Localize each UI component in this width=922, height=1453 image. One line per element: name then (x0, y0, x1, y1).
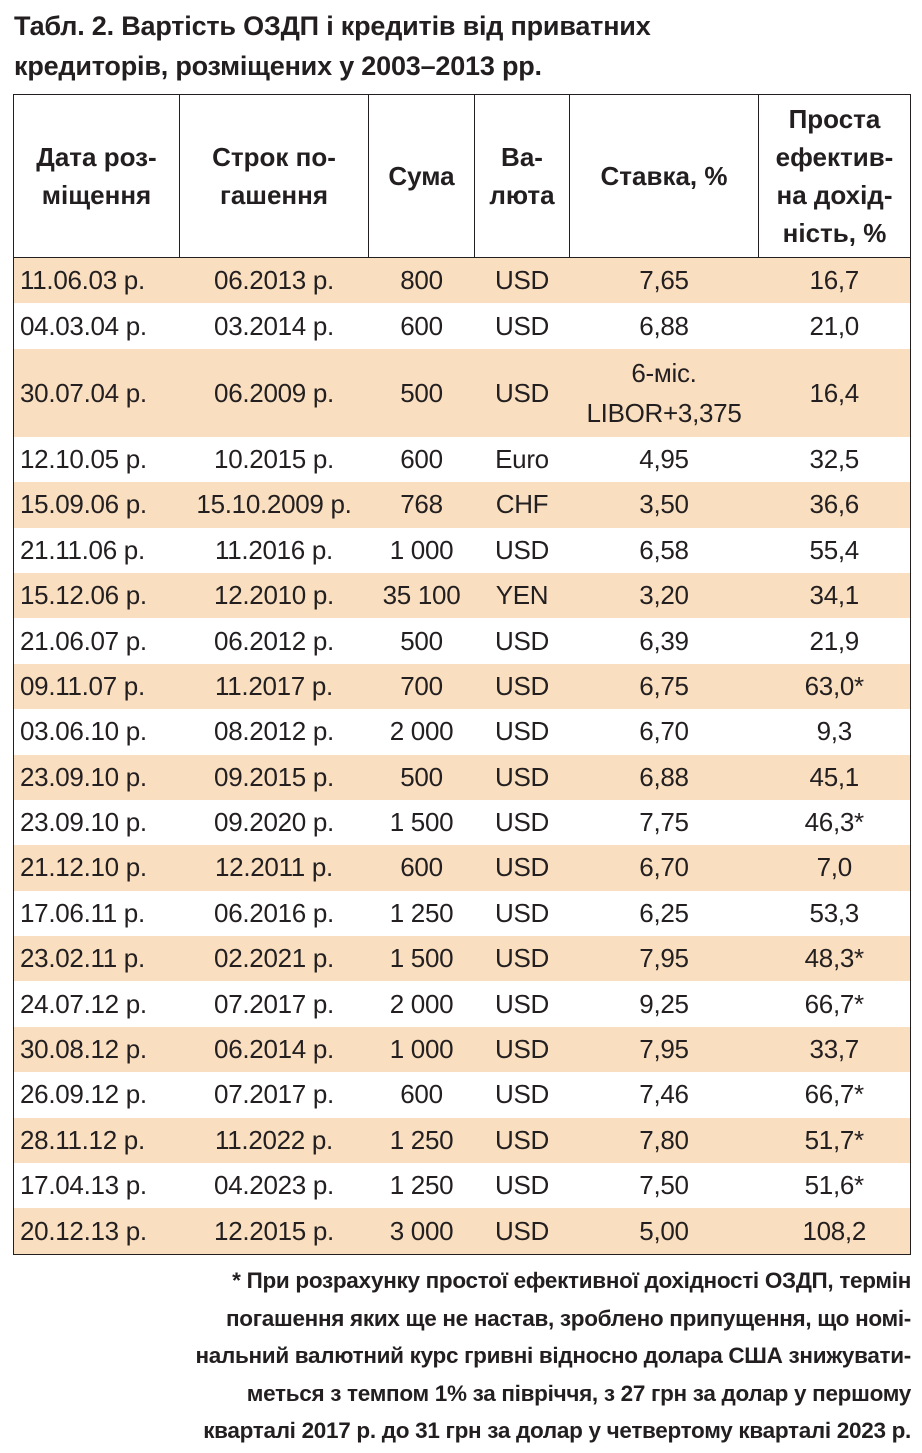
rate-cell: 6,88 (570, 303, 759, 348)
table-row (14, 528, 911, 573)
date-cell: 09.11.07 р. (14, 664, 180, 709)
maturity-cell: 06.2014 р. (180, 1027, 369, 1072)
maturity-cell: 06.2009 р. (180, 349, 369, 437)
date-cell: 23.09.10 р. (14, 755, 180, 800)
maturity-cell: 11.2017 р. (180, 664, 369, 709)
amount-cell: 800 (369, 258, 475, 304)
yield-cell: 53,3 (759, 891, 911, 936)
rate-cell: 6,70 (570, 845, 759, 890)
yield-cell: 108,2 (759, 1208, 911, 1254)
amount-cell: 600 (369, 303, 475, 348)
maturity-cell: 06.2013 р. (180, 258, 369, 304)
currency-cell: USD (475, 1208, 570, 1254)
amount-cell: 1 500 (369, 936, 475, 981)
currency-cell: USD (475, 258, 570, 304)
currency-cell: USD (475, 1163, 570, 1208)
header-text: Сума (388, 161, 455, 191)
amount-cell: 600 (369, 1072, 475, 1117)
maturity-cell: 07.2017 р. (180, 981, 369, 1026)
yield-cell: 9,3 (759, 709, 911, 754)
maturity-cell: 12.2010 р. (180, 573, 369, 618)
currency-cell: USD (475, 1027, 570, 1072)
yield-cell: 45,1 (759, 755, 911, 800)
currency-cell: USD (475, 349, 570, 437)
maturity-cell: 15.10.2009 р. (180, 482, 369, 527)
currency-cell: USD (475, 845, 570, 890)
header-text: Проста (788, 104, 881, 134)
amount-cell: 500 (369, 755, 475, 800)
table-row (14, 482, 911, 527)
table-row (14, 891, 911, 936)
maturity-cell: 06.2016 р. (180, 891, 369, 936)
maturity-cell: 08.2012 р. (180, 709, 369, 754)
date-cell: 17.06.11 р. (14, 891, 180, 936)
yield-cell: 16,7 (759, 258, 911, 304)
maturity-cell: 11.2022 р. (180, 1118, 369, 1163)
table-row (14, 1072, 911, 1117)
maturity-cell: 12.2011 р. (180, 845, 369, 890)
header-text: гашення (220, 180, 328, 210)
maturity-cell: 06.2012 р. (180, 618, 369, 663)
date-cell: 21.12.10 р. (14, 845, 180, 890)
amount-cell: 1 500 (369, 800, 475, 845)
currency-cell: YEN (475, 573, 570, 618)
date-cell: 30.08.12 р. (14, 1027, 180, 1072)
date-cell: 21.06.07 р. (14, 618, 180, 663)
amount-cell: 2 000 (369, 981, 475, 1026)
rate-cell: 6,39 (570, 618, 759, 663)
amount-cell: 1 000 (369, 528, 475, 573)
rate-text: 6-міс. (631, 357, 697, 388)
footnote-line: меться з темпом 1% за півріччя, з 27 грн за долар у першому (246, 1380, 911, 1406)
yield-cell: 32,5 (759, 437, 911, 482)
header-placement-date (14, 95, 180, 258)
rate-cell: 6,25 (570, 891, 759, 936)
date-cell: 03.06.10 р. (14, 709, 180, 754)
yield-cell: 21,0 (759, 303, 911, 348)
rate-cell: 7,80 (570, 1118, 759, 1163)
amount-cell: 1 250 (369, 891, 475, 936)
maturity-cell: 09.2015 р. (180, 755, 369, 800)
table-body (14, 258, 911, 1255)
rate-cell: 3,50 (570, 482, 759, 527)
date-cell: 04.03.04 р. (14, 303, 180, 348)
rate-cell: 7,46 (570, 1072, 759, 1117)
yield-cell: 66,7* (759, 981, 911, 1026)
date-cell: 15.09.06 р. (14, 482, 180, 527)
currency-cell: USD (475, 800, 570, 845)
header-currency (475, 95, 570, 258)
date-cell: 20.12.13 р. (14, 1208, 180, 1254)
maturity-cell: 04.2023 р. (180, 1163, 369, 1208)
date-cell: 30.07.04 р. (14, 349, 180, 437)
maturity-cell: 02.2021 р. (180, 936, 369, 981)
amount-cell: 1 250 (369, 1118, 475, 1163)
amount-cell: 700 (369, 664, 475, 709)
yield-cell: 48,3* (759, 936, 911, 981)
rate-cell: 4,95 (570, 437, 759, 482)
header-text: Строк по- (212, 142, 336, 172)
yield-cell: 51,6* (759, 1163, 911, 1208)
credit-cost-table (13, 94, 911, 1255)
table-row (14, 1118, 911, 1163)
date-cell: 17.04.13 р. (14, 1163, 180, 1208)
table-title (14, 6, 914, 86)
date-cell: 21.11.06 р. (14, 528, 180, 573)
table-row (14, 664, 911, 709)
rate-cell: 6,75 (570, 664, 759, 709)
maturity-cell: 11.2016 р. (180, 528, 369, 573)
amount-cell: 500 (369, 349, 475, 437)
date-cell: 23.09.10 р. (14, 800, 180, 845)
currency-cell: CHF (475, 482, 570, 527)
maturity-cell: 10.2015 р. (180, 437, 369, 482)
footnote (20, 1262, 911, 1450)
title-line: кредиторів, розміщених у 2003–2013 рр. (14, 51, 542, 81)
currency-cell: USD (475, 936, 570, 981)
yield-cell: 46,3* (759, 800, 911, 845)
currency-cell: USD (475, 709, 570, 754)
yield-cell: 16,4 (759, 349, 911, 437)
table-row (14, 303, 911, 348)
currency-cell: USD (475, 528, 570, 573)
table-row (14, 800, 911, 845)
header-text: на дохід- (776, 180, 893, 210)
rate-cell: 6,58 (570, 528, 759, 573)
header-text: люта (489, 180, 555, 210)
table-row (14, 1208, 911, 1254)
header-text: Ставка, % (600, 161, 728, 191)
rate-cell: 5,00 (570, 1208, 759, 1254)
table-row (14, 981, 911, 1026)
table-row (14, 437, 911, 482)
header-rate (570, 95, 759, 258)
footnote-line: кварталі 2017 р. до 31 грн за долар у четвертому кварталі 2023 р. (203, 1418, 911, 1443)
currency-cell: Euro (475, 437, 570, 482)
yield-cell: 33,7 (759, 1027, 911, 1072)
amount-cell: 500 (369, 618, 475, 663)
header-text: ність, % (782, 218, 887, 248)
currency-cell: USD (475, 664, 570, 709)
currency-cell: USD (475, 1118, 570, 1163)
table-row (14, 709, 911, 754)
yield-cell: 21,9 (759, 618, 911, 663)
maturity-cell: 09.2020 р. (180, 800, 369, 845)
rate-cell: 3,20 (570, 573, 759, 618)
table-row (14, 1027, 911, 1072)
yield-cell: 63,0* (759, 664, 911, 709)
header-text: міщення (41, 180, 152, 210)
amount-cell: 600 (369, 845, 475, 890)
header-yield (759, 95, 911, 258)
header-maturity (180, 95, 369, 258)
currency-cell: USD (475, 981, 570, 1026)
rate-text: LIBOR+3,375 (586, 397, 742, 428)
amount-cell: 768 (369, 482, 475, 527)
yield-cell: 7,0 (759, 845, 911, 890)
maturity-cell: 03.2014 р. (180, 303, 369, 348)
table-row (14, 258, 911, 304)
date-cell: 12.10.05 р. (14, 437, 180, 482)
table-header-row (14, 95, 911, 258)
amount-cell: 1 250 (369, 1163, 475, 1208)
date-cell: 26.09.12 р. (14, 1072, 180, 1117)
rate-cell: 7,95 (570, 936, 759, 981)
currency-cell: USD (475, 755, 570, 800)
date-cell: 24.07.12 р. (14, 981, 180, 1026)
footnote-line: нальний валютний курс гривні відносно долара США знижувати- (195, 1343, 911, 1368)
amount-cell: 35 100 (369, 573, 475, 618)
currency-cell: USD (475, 1072, 570, 1117)
rate-cell: 9,25 (570, 981, 759, 1026)
date-cell: 11.06.03 р. (14, 258, 180, 304)
table-row (14, 845, 911, 890)
table-row (14, 1163, 911, 1208)
yield-cell: 66,7* (759, 1072, 911, 1117)
maturity-cell: 12.2015 р. (180, 1208, 369, 1254)
table-row (14, 573, 911, 618)
yield-cell: 34,1 (759, 573, 911, 618)
table-row (14, 349, 911, 437)
maturity-cell: 07.2017 р. (180, 1072, 369, 1117)
rate-cell: 7,95 (570, 1027, 759, 1072)
rate-cell: 7,50 (570, 1163, 759, 1208)
rate-cell (570, 349, 759, 437)
header-text: ефектив- (775, 142, 894, 172)
amount-cell: 600 (369, 437, 475, 482)
table-row (14, 936, 911, 981)
yield-cell: 36,6 (759, 482, 911, 527)
date-cell: 23.02.11 р. (14, 936, 180, 981)
yield-cell: 51,7* (759, 1118, 911, 1163)
header-text: Ва- (501, 142, 543, 172)
table-row (14, 618, 911, 663)
footnote-line: погашення яких ще не настав, зроблено припущення, що номі- (225, 1305, 911, 1331)
title-line: Табл. 2. Вартість ОЗДП і кредитів від приватних (14, 11, 651, 41)
amount-cell: 2 000 (369, 709, 475, 754)
date-cell: 28.11.12 р. (14, 1118, 180, 1163)
amount-cell: 1 000 (369, 1027, 475, 1072)
rate-cell: 7,75 (570, 800, 759, 845)
currency-cell: USD (475, 891, 570, 936)
rate-cell: 6,70 (570, 709, 759, 754)
rate-cell: 6,88 (570, 755, 759, 800)
footnote-line: * При розрахунку простої ефективної дохідності ОЗДП, термін (232, 1268, 911, 1293)
yield-cell: 55,4 (759, 528, 911, 573)
date-cell: 15.12.06 р. (14, 573, 180, 618)
amount-cell: 3 000 (369, 1208, 475, 1254)
currency-cell: USD (475, 618, 570, 663)
header-amount (369, 95, 475, 258)
currency-cell: USD (475, 303, 570, 348)
table-row (14, 755, 911, 800)
rate-cell: 7,65 (570, 258, 759, 304)
header-text: Дата роз- (36, 142, 157, 172)
